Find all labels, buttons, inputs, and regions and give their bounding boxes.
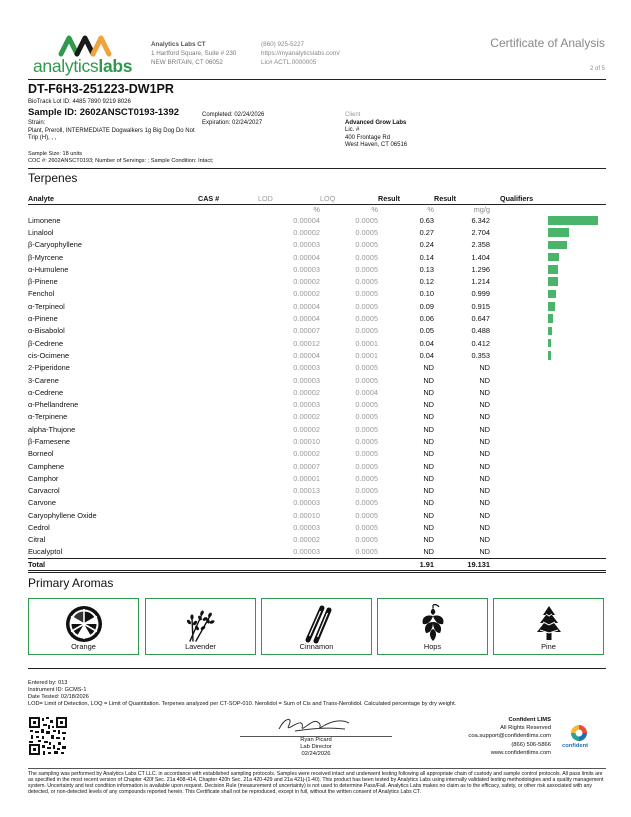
cas-cell bbox=[198, 423, 258, 435]
signature-image bbox=[275, 713, 355, 737]
analyte-name: alpha-Thujone bbox=[28, 424, 76, 434]
lod-value: 0.00004 bbox=[293, 314, 320, 324]
analyte-name: Carvone bbox=[28, 498, 56, 508]
aroma-card-cinnamon bbox=[261, 598, 372, 655]
aroma-label: Lavender bbox=[185, 642, 216, 651]
cas-cell bbox=[198, 263, 258, 275]
result-mg: 2.358 bbox=[471, 240, 490, 250]
analyte-name: Cedrol bbox=[28, 523, 50, 533]
qualifier-cell bbox=[490, 362, 606, 374]
loq-value: 0.0005 bbox=[355, 252, 378, 262]
result-mg: ND bbox=[479, 400, 490, 410]
lot-id: BioTrack Lot ID: 4485 7890 9219 8026 bbox=[28, 99, 131, 105]
result-percent: ND bbox=[423, 412, 434, 422]
qualifier-cell bbox=[490, 398, 606, 410]
loq-value: 0.0005 bbox=[355, 436, 378, 446]
qualifier-cell bbox=[490, 312, 606, 324]
analyte-name: α-Terpinene bbox=[28, 412, 68, 422]
cas-cell bbox=[198, 288, 258, 300]
loq-value: 0.0005 bbox=[355, 523, 378, 533]
loq-value: 0.0005 bbox=[355, 326, 378, 336]
result-percent: ND bbox=[423, 498, 434, 508]
website-link[interactable]: https://myanalyticslabs.com/ bbox=[261, 50, 340, 57]
cas-cell bbox=[198, 558, 258, 570]
total-mg: 19.131 bbox=[434, 558, 490, 570]
table-row bbox=[28, 349, 606, 361]
qualifier-cell bbox=[490, 300, 606, 312]
loq-value: 0.0005 bbox=[355, 424, 378, 434]
sample-meta: Sample Size: 18 units COC #: 2602ANSCT0193; Number of Servings: ; Sample Condition: Intact; bbox=[28, 151, 214, 164]
result-percent: 0.63 bbox=[419, 215, 434, 225]
qualifier-cell bbox=[490, 275, 606, 287]
terpene-bar bbox=[548, 228, 569, 237]
result-mg: ND bbox=[479, 387, 490, 397]
result-mg: ND bbox=[479, 473, 490, 483]
qualifier-cell bbox=[490, 521, 606, 533]
qualifier-cell bbox=[490, 558, 606, 570]
pine-tree-icon bbox=[528, 604, 570, 644]
hops-icon bbox=[412, 604, 454, 644]
col-analyte: Analyte bbox=[28, 193, 198, 204]
analyte-name: Camphor bbox=[28, 473, 59, 483]
cas-cell bbox=[198, 300, 258, 312]
result-percent: ND bbox=[423, 535, 434, 545]
terpene-bar bbox=[548, 241, 567, 250]
result-mg: ND bbox=[479, 461, 490, 471]
terpene-bar bbox=[548, 327, 552, 336]
analyte-name: Caryophyllene Oxide bbox=[28, 510, 97, 520]
sample-id: Sample ID: 2602ANSCT0193-1392 bbox=[28, 107, 180, 118]
cas-cell bbox=[198, 349, 258, 361]
lod-value: 0.00003 bbox=[293, 523, 320, 533]
result-mg: ND bbox=[479, 375, 490, 385]
result-percent: ND bbox=[423, 387, 434, 397]
qualifier-cell bbox=[490, 226, 606, 238]
table-row bbox=[28, 472, 606, 484]
table-row bbox=[28, 435, 606, 447]
cas-cell bbox=[198, 472, 258, 484]
loq-value: 0.0005 bbox=[355, 375, 378, 385]
analyte-name: 2-Piperidone bbox=[28, 363, 70, 373]
table-row bbox=[28, 521, 606, 533]
loq-value: 0.0005 bbox=[355, 412, 378, 422]
lod-value: 0.00003 bbox=[293, 264, 320, 274]
lod-value: 0.00002 bbox=[293, 424, 320, 434]
result-percent: ND bbox=[423, 486, 434, 496]
aroma-card-lavender bbox=[145, 598, 256, 655]
lod-value: 0.00004 bbox=[293, 350, 320, 360]
footer-divider bbox=[28, 668, 606, 669]
aroma-label: Orange bbox=[71, 642, 96, 651]
cas-cell bbox=[198, 485, 258, 497]
result-mg: 6.342 bbox=[471, 215, 490, 225]
qualifier-cell bbox=[490, 485, 606, 497]
qualifier-cell bbox=[490, 349, 606, 361]
result-percent: ND bbox=[423, 510, 434, 520]
lod-value: 0.00004 bbox=[293, 252, 320, 262]
result-percent: ND bbox=[423, 547, 434, 557]
terpene-bar bbox=[548, 216, 598, 225]
table-row bbox=[28, 386, 606, 398]
result-mg: 1.296 bbox=[471, 264, 490, 274]
analyte-name: β-Cedrene bbox=[28, 338, 64, 348]
lod-value: 0.00003 bbox=[293, 400, 320, 410]
lod-value: 0.00001 bbox=[293, 473, 320, 483]
loq-value: 0.0001 bbox=[355, 338, 378, 348]
aroma-card-hops bbox=[377, 598, 488, 655]
logo-wordmark: analyticslabs bbox=[33, 56, 133, 76]
analyte-name: β-Pinene bbox=[28, 277, 58, 287]
loq-value: 0.0005 bbox=[355, 473, 378, 483]
lod-value: 0.00002 bbox=[293, 277, 320, 287]
aroma-card-pine bbox=[493, 598, 604, 655]
result-percent: 0.09 bbox=[419, 301, 434, 311]
aroma-label: Hops bbox=[423, 642, 442, 651]
terpene-bar bbox=[548, 339, 551, 348]
aroma-card-orange bbox=[28, 598, 139, 655]
terpene-bar bbox=[548, 253, 559, 262]
confident-wordmark: confident bbox=[562, 743, 589, 749]
cas-cell bbox=[198, 546, 258, 558]
loq-value: 0.0005 bbox=[355, 264, 378, 274]
loq-value: 0.0005 bbox=[355, 227, 378, 237]
result-percent: 0.13 bbox=[419, 264, 434, 274]
lod-value: 0.00003 bbox=[293, 240, 320, 250]
result-mg: 0.488 bbox=[471, 326, 490, 336]
result-mg: ND bbox=[479, 498, 490, 508]
col-lod: LOD bbox=[258, 193, 320, 204]
loq-value: 0.0005 bbox=[355, 400, 378, 410]
result-percent: 0.05 bbox=[419, 326, 434, 336]
table-row bbox=[28, 460, 606, 472]
loq-value: 0.0005 bbox=[355, 363, 378, 373]
lab-contact: (860) 925-5227 https://myanalyticslabs.com/ Lic# ACTL.0000005 bbox=[261, 41, 340, 66]
cas-cell bbox=[198, 411, 258, 423]
table-row bbox=[28, 374, 606, 386]
result-mg: 0.999 bbox=[471, 289, 490, 299]
lod-value: 0.00002 bbox=[293, 289, 320, 299]
confident-logo-icon bbox=[564, 723, 594, 745]
result-percent: ND bbox=[423, 424, 434, 434]
signer-block: Ryan Picard Lab Director 02/24/2026 bbox=[300, 737, 332, 757]
qualifier-cell bbox=[490, 472, 606, 484]
analyte-name: α-Bisabolol bbox=[28, 326, 65, 336]
cas-cell bbox=[198, 460, 258, 472]
loq-value: 0.0001 bbox=[355, 350, 378, 360]
lims-email-link[interactable]: coa.support@confidentlims.com bbox=[468, 733, 551, 740]
table-row bbox=[28, 239, 606, 251]
lod-value: 0.00002 bbox=[293, 449, 320, 459]
result-percent: 0.14 bbox=[419, 252, 434, 262]
orange-slice-icon bbox=[63, 604, 105, 644]
lod-value: 0.00003 bbox=[293, 547, 320, 557]
cas-cell bbox=[198, 337, 258, 349]
terpene-bar bbox=[548, 265, 558, 274]
terpene-bar bbox=[548, 290, 556, 299]
lod-value bbox=[258, 558, 320, 570]
cas-cell bbox=[198, 509, 258, 521]
total-row bbox=[28, 558, 606, 570]
terpenes-title: Terpenes bbox=[28, 171, 78, 185]
table-row bbox=[28, 251, 606, 263]
disclaimer-text: The sampling was performed by Analytics Labs CT LLC. in accordance with established sampling protocols. Samples were received intact and underwent testing following all appropriate chain of custody and sample control protocols. All pass limits are as specified in the most recent version of Chapter 420f Sec. 21a 408-414, Chapter 420h Sec. 21a 420-429 and 21a 421j-(1-40). This product has been tested by Analytics Labs using internally validated testing methodologies and a quality management system. Uncertainty and test condition information is available upon request. Decision Rule (measurement of uncertainty) is not used to determine Pass/Fail. Analytics Labs makes no claim as to the efficacy, safety, or other risk associated with any detected, or non-detected levels of any compounds reported herein. This Certificate shall not be reproduced, except in full, without the written consent of Analytics Labs CT. bbox=[28, 771, 604, 796]
col-result-mg: Result bbox=[434, 193, 490, 204]
analyte-name: 3-Carene bbox=[28, 375, 59, 385]
result-percent: ND bbox=[423, 461, 434, 471]
qualifier-cell bbox=[490, 239, 606, 251]
result-mg: 1.404 bbox=[471, 252, 490, 262]
analyte-name: α-Phellandrene bbox=[28, 400, 79, 410]
cas-cell bbox=[198, 325, 258, 337]
terpene-bar bbox=[548, 277, 558, 286]
analyte-name: Linalool bbox=[28, 227, 54, 237]
result-mg: 1.214 bbox=[471, 277, 490, 287]
loq-value: 0.0005 bbox=[355, 449, 378, 459]
result-mg: 0.412 bbox=[471, 338, 490, 348]
qr-code-icon[interactable] bbox=[28, 716, 68, 756]
qualifier-cell bbox=[490, 435, 606, 447]
col-loq: LOQ bbox=[320, 193, 378, 204]
lod-value: 0.00002 bbox=[293, 412, 320, 422]
result-mg: 0.915 bbox=[471, 301, 490, 311]
table-row bbox=[28, 362, 606, 374]
result-percent: 0.12 bbox=[419, 277, 434, 287]
analyte-name: α-Cedrene bbox=[28, 387, 64, 397]
aromas-title: Primary Aromas bbox=[28, 576, 114, 590]
qualifier-cell bbox=[490, 337, 606, 349]
section-divider bbox=[28, 168, 606, 169]
qualifier-cell bbox=[490, 411, 606, 423]
analyte-name: Fenchol bbox=[28, 289, 55, 299]
loq-value: 0.0005 bbox=[355, 215, 378, 225]
table-row bbox=[28, 226, 606, 238]
table-row bbox=[28, 325, 606, 337]
result-percent: 0.27 bbox=[419, 227, 434, 237]
loq-value: 0.0005 bbox=[355, 289, 378, 299]
qualifier-cell bbox=[490, 251, 606, 263]
cas-cell bbox=[198, 448, 258, 460]
loq-value: 0.0005 bbox=[355, 547, 378, 557]
result-mg: ND bbox=[479, 424, 490, 434]
result-percent: ND bbox=[423, 436, 434, 446]
result-percent: ND bbox=[423, 473, 434, 483]
lod-value: 0.00002 bbox=[293, 387, 320, 397]
terpene-bar bbox=[548, 302, 555, 311]
result-percent: 0.04 bbox=[419, 350, 434, 360]
loq-value: 0.0005 bbox=[355, 486, 378, 496]
qualifier-cell bbox=[490, 423, 606, 435]
cas-cell bbox=[198, 534, 258, 546]
analyte-name: β-Myrcene bbox=[28, 252, 64, 262]
total-percent: 1.91 bbox=[378, 558, 434, 570]
analyte-name: Limonene bbox=[28, 215, 61, 225]
result-mg: ND bbox=[479, 510, 490, 520]
cas-cell bbox=[198, 521, 258, 533]
cas-cell bbox=[198, 362, 258, 374]
aroma-label: Pine bbox=[541, 642, 556, 651]
table-row bbox=[28, 337, 606, 349]
table-row bbox=[28, 411, 606, 423]
result-mg: ND bbox=[479, 412, 490, 422]
loq-value: 0.0005 bbox=[355, 314, 378, 324]
lod-value: 0.00010 bbox=[293, 436, 320, 446]
analyte-name: Citral bbox=[28, 535, 46, 545]
qualifier-cell bbox=[490, 534, 606, 546]
table-row bbox=[28, 423, 606, 435]
result-mg: 0.353 bbox=[471, 350, 490, 360]
qualifier-cell bbox=[490, 374, 606, 386]
result-percent: 0.24 bbox=[419, 240, 434, 250]
analyte-name: α-Terpineol bbox=[28, 301, 65, 311]
lod-value: 0.00007 bbox=[293, 326, 320, 336]
lod-value: 0.00003 bbox=[293, 363, 320, 373]
loq-value: 0.0005 bbox=[355, 461, 378, 471]
col-cas: CAS # bbox=[198, 193, 258, 204]
result-mg: 2.704 bbox=[471, 227, 490, 237]
strain-info: Strain: Plant, Preroll, INTERMEDIATE Dogwalkers 1g Big Dog Do Not Trip (H), , , bbox=[28, 120, 195, 141]
cas-cell bbox=[198, 312, 258, 324]
table-row bbox=[28, 263, 606, 275]
result-mg: ND bbox=[479, 535, 490, 545]
result-mg: ND bbox=[479, 486, 490, 496]
table-row bbox=[28, 534, 606, 546]
test-meta: Entered by: 013 Instrument ID: GCMS-1 Date Tested: 02/18/2026 LOD= Limit of Detection, LOQ = Limit of Quantitation. Terpenes analyzed per CT-SOP-010. Nerolidol = Sum of Cis and Trans-Nerolidol. Calculated percentage by dry weight. bbox=[28, 680, 457, 707]
page-number: 2 of 5 bbox=[589, 66, 605, 72]
loq-value: 0.0005 bbox=[355, 240, 378, 250]
lod-value: 0.00002 bbox=[293, 227, 320, 237]
disclaimer-divider bbox=[28, 768, 606, 769]
result-mg: ND bbox=[479, 363, 490, 373]
result-mg: ND bbox=[479, 523, 490, 533]
result-mg: ND bbox=[479, 547, 490, 557]
aroma-divider bbox=[28, 572, 606, 573]
qualifier-cell bbox=[490, 497, 606, 509]
qualifier-cell bbox=[490, 386, 606, 398]
analyte-name: cis-Ocimene bbox=[28, 350, 70, 360]
cas-cell bbox=[198, 374, 258, 386]
total-label: Total bbox=[28, 558, 198, 570]
lod-value: 0.00010 bbox=[293, 510, 320, 520]
result-percent: ND bbox=[423, 363, 434, 373]
table-row bbox=[28, 448, 606, 460]
lod-value: 0.00004 bbox=[293, 215, 320, 225]
cas-cell bbox=[198, 435, 258, 447]
lod-value: 0.00003 bbox=[293, 375, 320, 385]
result-percent: 0.06 bbox=[419, 314, 434, 324]
table-header bbox=[28, 193, 606, 204]
analyte-name: Carvacrol bbox=[28, 486, 60, 496]
lod-value: 0.00012 bbox=[293, 338, 320, 348]
lavender-icon bbox=[180, 604, 222, 644]
loq-value: 0.0005 bbox=[355, 277, 378, 287]
analyte-name: α-Humulene bbox=[28, 264, 69, 274]
cas-cell bbox=[198, 226, 258, 238]
batch-id: DT-F6H3-251223-DW1PR bbox=[28, 82, 174, 96]
header-divider bbox=[28, 79, 606, 80]
lims-web-link[interactable]: www.confidentlims.com bbox=[490, 749, 551, 756]
result-percent: ND bbox=[423, 449, 434, 459]
table-row bbox=[28, 312, 606, 324]
document-title: Certificate of Analysis bbox=[490, 36, 605, 50]
table-row bbox=[28, 485, 606, 497]
table-row bbox=[28, 398, 606, 410]
cas-cell bbox=[198, 275, 258, 287]
loq-value: 0.0005 bbox=[355, 498, 378, 508]
lims-info: Confident LIMS All Rights Reserved coa.support@confidentlims.com (866) 506-5866 www.confidentlims.com bbox=[468, 717, 551, 756]
terpenes-table bbox=[28, 193, 606, 571]
terpene-bar bbox=[548, 314, 553, 323]
qualifier-cell bbox=[490, 546, 606, 558]
cas-cell bbox=[198, 386, 258, 398]
analyte-name: Camphene bbox=[28, 461, 65, 471]
qualifier-cell bbox=[490, 288, 606, 300]
table-row bbox=[28, 214, 606, 226]
loq-value: 0.0004 bbox=[355, 387, 378, 397]
analyte-name: Borneol bbox=[28, 449, 54, 459]
loq-value: 0.0005 bbox=[355, 510, 378, 520]
qualifier-cell bbox=[490, 448, 606, 460]
qualifier-cell bbox=[490, 509, 606, 521]
result-mg: 0.647 bbox=[471, 314, 490, 324]
lod-value: 0.00002 bbox=[293, 535, 320, 545]
table-row bbox=[28, 275, 606, 287]
result-percent: ND bbox=[423, 375, 434, 385]
client-info: Client Advanced Grow Labs Lic. # 400 Frontage Rd West Haven, CT 06516 bbox=[345, 112, 408, 148]
lab-address: Analytics Labs CT 1 Hartford Square, Suite # 230 NEW BRITAIN, CT 06052 bbox=[151, 41, 237, 66]
cas-cell bbox=[198, 251, 258, 263]
loq-value: 0.0005 bbox=[355, 535, 378, 545]
loq-value bbox=[320, 558, 378, 570]
result-percent: ND bbox=[423, 400, 434, 410]
qualifier-cell bbox=[490, 214, 606, 226]
units-row: % % % mg/g bbox=[313, 204, 490, 214]
qualifier-cell bbox=[490, 263, 606, 275]
test-dates: Completed: 02/24/2026 Expiration: 02/24/2027 bbox=[202, 112, 265, 126]
table-row bbox=[28, 509, 606, 521]
result-percent: 0.10 bbox=[419, 289, 434, 299]
lod-value: 0.00007 bbox=[293, 461, 320, 471]
result-mg: ND bbox=[479, 449, 490, 459]
qualifier-cell bbox=[490, 460, 606, 472]
result-percent: 0.04 bbox=[419, 338, 434, 348]
cas-cell bbox=[198, 398, 258, 410]
loq-value: 0.0005 bbox=[355, 301, 378, 311]
analyte-name: Eucalyptol bbox=[28, 547, 63, 557]
table-row bbox=[28, 546, 606, 558]
lod-value: 0.00004 bbox=[293, 301, 320, 311]
result-mg: ND bbox=[479, 436, 490, 446]
qualifier-cell bbox=[490, 325, 606, 337]
cas-cell bbox=[198, 239, 258, 251]
table-row bbox=[28, 288, 606, 300]
col-qualifiers: Qualifiers bbox=[490, 193, 606, 204]
cinnamon-icon bbox=[296, 604, 338, 644]
analyte-name: β-Caryophyllene bbox=[28, 240, 82, 250]
cas-cell bbox=[198, 214, 258, 226]
terpene-bar bbox=[548, 351, 551, 360]
lod-value: 0.00003 bbox=[293, 498, 320, 508]
col-result-pct: Result bbox=[378, 193, 434, 204]
result-percent: ND bbox=[423, 523, 434, 533]
aroma-label: Cinnamon bbox=[299, 642, 334, 651]
lod-value: 0.00013 bbox=[293, 486, 320, 496]
table-row bbox=[28, 497, 606, 509]
cas-cell bbox=[198, 497, 258, 509]
table-row bbox=[28, 300, 606, 312]
analyte-name: β-Farnesene bbox=[28, 436, 71, 446]
analyte-name: α-Pinene bbox=[28, 314, 58, 324]
